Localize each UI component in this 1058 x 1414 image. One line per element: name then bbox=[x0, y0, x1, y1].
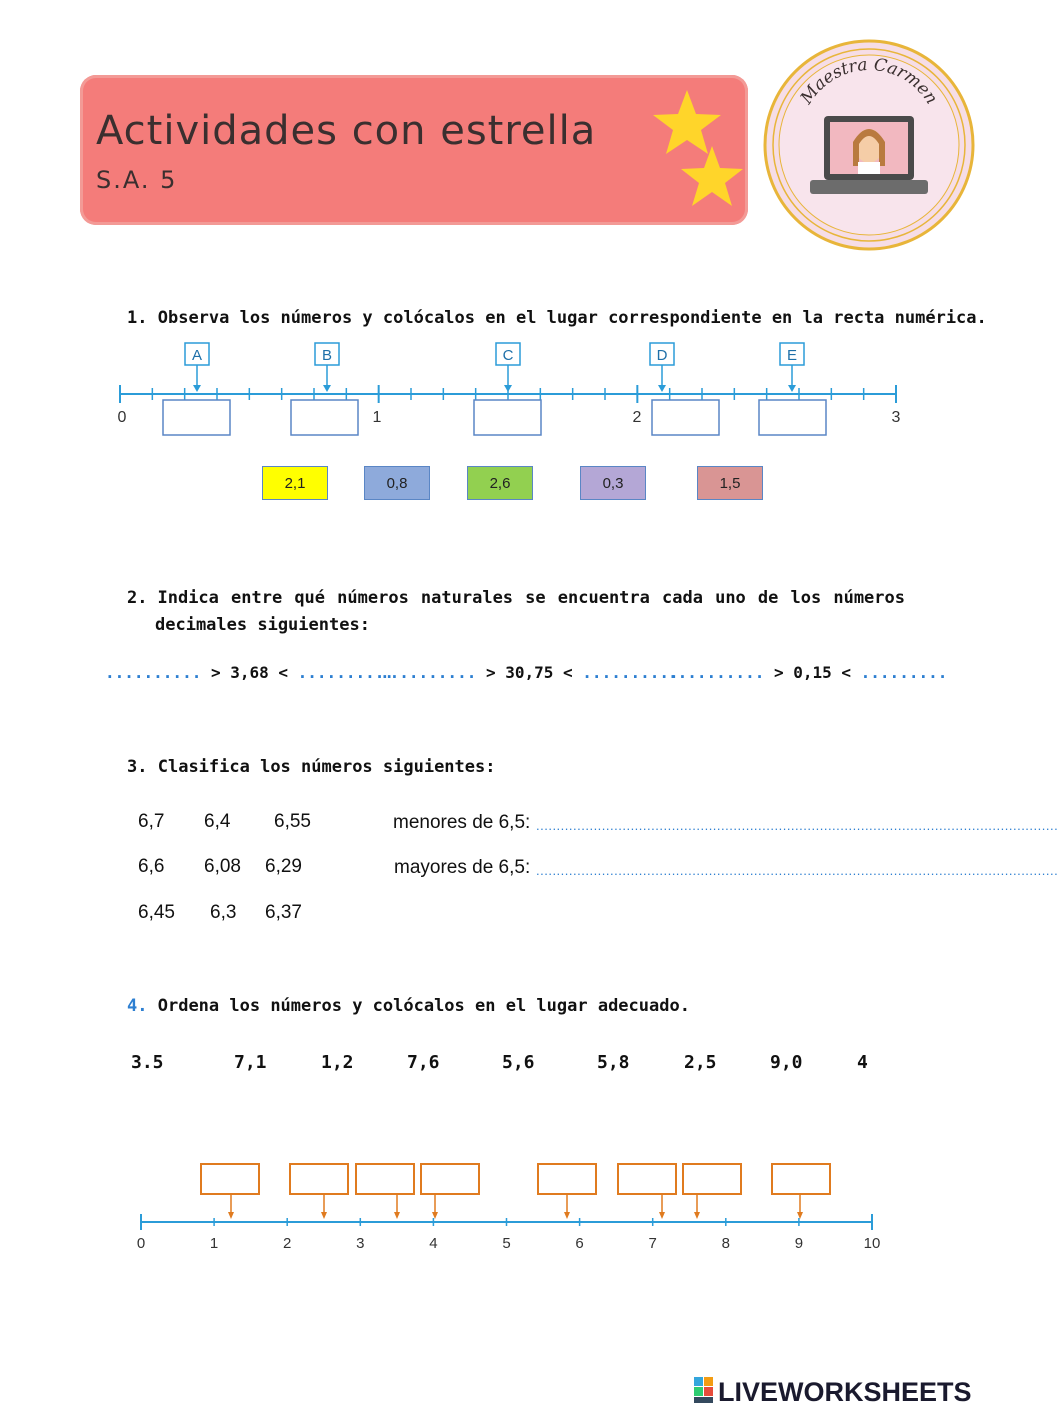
label-less-than: menores de 6,5: bbox=[393, 812, 531, 833]
svg-text:C: C bbox=[502, 347, 514, 364]
axis-label-6: 6 bbox=[575, 1235, 584, 1252]
order-number[interactable]: 9,0 bbox=[770, 1052, 803, 1073]
axis-label-5: 5 bbox=[502, 1235, 511, 1252]
point-label-c bbox=[496, 343, 520, 392]
answer-box-a[interactable] bbox=[163, 400, 230, 435]
axis-label-7: 7 bbox=[648, 1235, 657, 1252]
number-item: 6,7 bbox=[138, 811, 165, 832]
maestra-carmen-logo bbox=[762, 38, 976, 252]
question-number: 2. bbox=[127, 588, 148, 608]
answer-box-e[interactable] bbox=[759, 400, 826, 435]
svg-text:E: E bbox=[786, 347, 798, 364]
question-number: 3. bbox=[127, 757, 148, 777]
answer-chip[interactable]: 2,1 bbox=[262, 466, 328, 500]
axis-label-1: 1 bbox=[209, 1235, 219, 1252]
order-number[interactable]: 7,1 bbox=[234, 1052, 267, 1073]
answer-box-b[interactable] bbox=[291, 400, 358, 435]
point-label-a bbox=[185, 343, 209, 392]
number-item: 6,08 bbox=[204, 856, 241, 877]
number-item: 6,29 bbox=[265, 856, 302, 877]
question-4 bbox=[127, 996, 690, 1016]
question-2-line2: decimales siguientes: bbox=[155, 615, 370, 635]
answer-field-greater[interactable]: ............................................................................................................................... bbox=[536, 863, 1058, 878]
question-number: 1. bbox=[127, 308, 148, 328]
blank-left[interactable]: .......... bbox=[668, 663, 765, 682]
question-text: Clasifica los números siguientes: bbox=[157, 757, 496, 777]
axis-label-3: 3 bbox=[891, 409, 901, 426]
number-item: 6,4 bbox=[204, 811, 231, 832]
question-text: Indica entre qué números naturales se encuentra cada uno de los números bbox=[157, 588, 905, 608]
blank-left[interactable]: .......... bbox=[105, 663, 202, 682]
order-number[interactable]: 7,6 bbox=[407, 1052, 440, 1073]
interval-item-3: .......... > 0,15 < ......... bbox=[668, 663, 948, 682]
answer-box-d[interactable] bbox=[652, 400, 719, 435]
svg-text:D: D bbox=[656, 347, 668, 364]
axis-label-3: 3 bbox=[356, 1235, 365, 1252]
order-box[interactable] bbox=[618, 1164, 676, 1219]
order-number[interactable]: 1,2 bbox=[321, 1052, 354, 1073]
order-box[interactable] bbox=[772, 1164, 830, 1219]
order-number[interactable]: 5,6 bbox=[502, 1052, 535, 1073]
page-subtitle: S.A. 5 bbox=[96, 166, 178, 194]
number-item: 6,37 bbox=[265, 902, 302, 923]
axis-label-0: 0 bbox=[117, 409, 127, 426]
answer-chip[interactable]: 1,5 bbox=[697, 466, 763, 500]
number-item: 6,3 bbox=[210, 902, 237, 923]
svg-text:A: A bbox=[191, 347, 203, 364]
stars-icon bbox=[650, 86, 750, 216]
answer-chip[interactable]: 0,8 bbox=[364, 466, 430, 500]
order-number[interactable]: 3.5 bbox=[131, 1052, 164, 1073]
axis-label-2: 2 bbox=[632, 409, 642, 426]
liveworksheets-logo bbox=[694, 1373, 990, 1407]
star-icon bbox=[681, 146, 743, 206]
blank-left[interactable]: .......... bbox=[380, 663, 477, 682]
order-box[interactable] bbox=[683, 1164, 741, 1219]
point-label-e bbox=[780, 343, 804, 392]
axis-label-9: 9 bbox=[794, 1235, 804, 1252]
page-title: Actividades con estrella bbox=[96, 108, 597, 154]
number-item: 6,6 bbox=[138, 856, 165, 877]
number-line-0-3 bbox=[100, 338, 920, 450]
interval-item-2: .......... > 30,75 < .......... bbox=[380, 663, 679, 682]
question-number: 4. bbox=[127, 996, 148, 1016]
svg-text:B: B bbox=[321, 347, 333, 364]
question-3 bbox=[127, 757, 496, 777]
axis-label-10: 10 bbox=[863, 1235, 881, 1252]
number-item: 6,55 bbox=[274, 811, 311, 832]
axis-label-4: 4 bbox=[429, 1235, 438, 1252]
blank-right[interactable]: .......... bbox=[297, 663, 394, 682]
question-text: Ordena los números y colócalos en el lugar adecuado. bbox=[157, 996, 690, 1016]
order-box[interactable] bbox=[538, 1164, 596, 1219]
order-number[interactable]: 5,8 bbox=[597, 1052, 630, 1073]
number-item: 6,45 bbox=[138, 902, 175, 923]
number-line-0-10 bbox=[120, 1155, 910, 1265]
order-box[interactable] bbox=[201, 1164, 259, 1219]
star-icon bbox=[653, 90, 721, 154]
axis-label-8: 8 bbox=[721, 1235, 730, 1252]
label-greater-than: mayores de 6,5: bbox=[394, 857, 531, 878]
logo-text: Maestra Carmen bbox=[796, 54, 942, 108]
point-label-b bbox=[315, 343, 339, 392]
axis-label-1: 1 bbox=[372, 409, 382, 426]
answer-box-c[interactable] bbox=[474, 400, 541, 435]
order-box[interactable] bbox=[356, 1164, 414, 1219]
axis-label-0: 0 bbox=[136, 1235, 146, 1252]
axis-label-2: 2 bbox=[283, 1235, 292, 1252]
answer-chip[interactable]: 0,3 bbox=[580, 466, 646, 500]
question-2 bbox=[127, 588, 905, 608]
blank-right[interactable]: .......... bbox=[582, 663, 679, 682]
answer-field-less[interactable]: ............................................................................................................................... bbox=[536, 818, 1058, 833]
point-label-d bbox=[650, 343, 674, 392]
order-number[interactable]: 2,5 bbox=[684, 1052, 717, 1073]
order-number[interactable]: 4 bbox=[857, 1052, 868, 1073]
interval-item-1: .......... > 3,68 < .......... bbox=[105, 663, 394, 682]
number-line-labels bbox=[137, 1235, 881, 1252]
blank-right[interactable]: ......... bbox=[860, 663, 948, 682]
question-1 bbox=[127, 308, 987, 328]
order-box[interactable] bbox=[290, 1164, 348, 1219]
question-text: Observa los números y colócalos en el lugar correspondiente en la recta numérica. bbox=[157, 308, 987, 328]
order-box[interactable] bbox=[421, 1164, 479, 1219]
answer-chip[interactable]: 2,6 bbox=[467, 466, 533, 500]
brand-text: LIVEWORKSHEETS bbox=[718, 1377, 972, 1407]
